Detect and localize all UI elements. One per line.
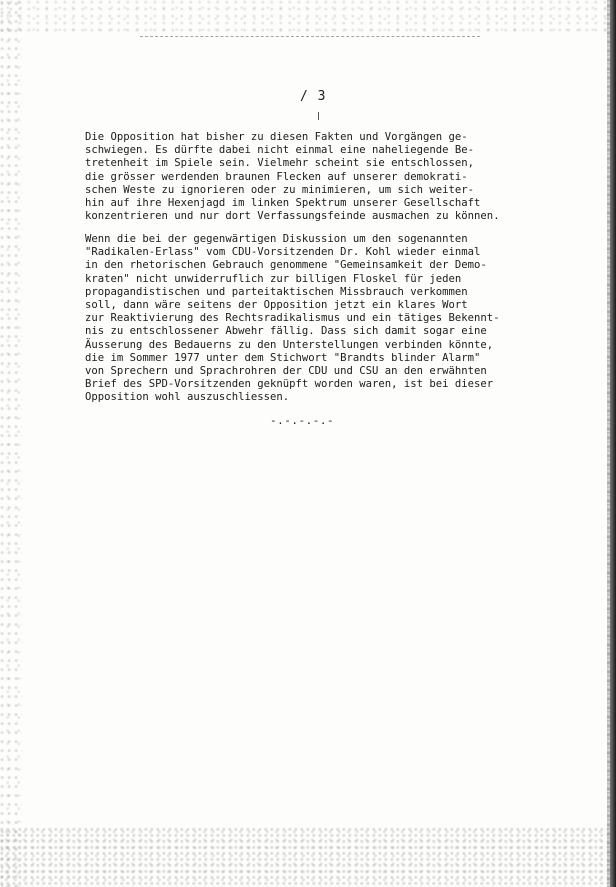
scan-top-line bbox=[140, 36, 480, 38]
text-line: Äusserung des Bedauerns zu den Unterstellungen verbinden könnte, bbox=[85, 338, 494, 351]
paragraph-radikalen-erlass bbox=[85, 233, 545, 404]
text-line: propagandistischen und parteitaktischen Missbrauch verkommen bbox=[85, 285, 468, 298]
text-line: tretenheit im Spiele sein. Vielmehr scheint sie entschlossen, bbox=[85, 157, 475, 170]
text-line: Die Opposition hat bisher zu diesen Fakten und Vorgängen ge- bbox=[85, 131, 468, 143]
paragraph-opposition-silence bbox=[85, 131, 545, 223]
page-number: / 3 bbox=[300, 89, 327, 104]
text-line: "Radikalen-Erlass" vom CDU-Vorsitzenden Dr. Kohl wieder einmal bbox=[85, 246, 481, 259]
text-line: Opposition wohl auszuschliessen. bbox=[85, 391, 290, 404]
text-line: zur Reaktivierung des Rechtsradikalismus und ein tätiges Bekennt- bbox=[85, 312, 500, 325]
text-line: konzentrieren und nur dort Verfassungsfeinde ausmachen zu können. bbox=[85, 210, 500, 223]
scan-noise-top bbox=[0, 0, 610, 34]
text-line: schwiegen. Es dürfte dabei nicht einmal eine naheliegende Be- bbox=[85, 144, 475, 157]
pen-tick-mark bbox=[318, 112, 319, 120]
text-line: soll, dann wäre seitens der Opposition jetzt ein klares Wort bbox=[85, 298, 468, 311]
scan-noise-left bbox=[0, 0, 22, 887]
text-line: kraten" nicht unwiderruflich zur billigen Floskel für jeden bbox=[85, 272, 462, 285]
text-line: schen Weste zu ignorieren oder zu minimieren, um sich weiter- bbox=[85, 183, 475, 196]
text-line: von Sprechern und Sprachrohren der CDU und CSU an den erwähnten bbox=[85, 364, 487, 377]
scan-noise-bottom bbox=[0, 827, 610, 887]
text-line: Wenn die bei der gegenwärtigen Diskussion um den sogenannten bbox=[85, 233, 468, 245]
text-line: hin auf ihre Hexenjagd im linken Spektrum unserer Gesellschaft bbox=[85, 196, 481, 209]
text-line: die grösser werdenden braunen Flecken auf unserer demokrati- bbox=[85, 170, 468, 183]
text-line: nis zu entschlossener Abwehr fällig. Dass sich damit sogar eine bbox=[85, 325, 487, 338]
text-line: Brief des SPD-Vorsitzenden geknüpft worden waren, ist bei dieser bbox=[85, 378, 494, 391]
closing-separator: -.-.-.-.- bbox=[270, 414, 335, 427]
text-line: in den rhetorischen Gebrauch genommene "Gemeinsamkeit der Demo- bbox=[85, 259, 487, 272]
text-line: die im Sommer 1977 unter dem Stichwort "Brandts blinder Alarm" bbox=[85, 351, 481, 364]
scan-edge-right bbox=[610, 0, 616, 887]
